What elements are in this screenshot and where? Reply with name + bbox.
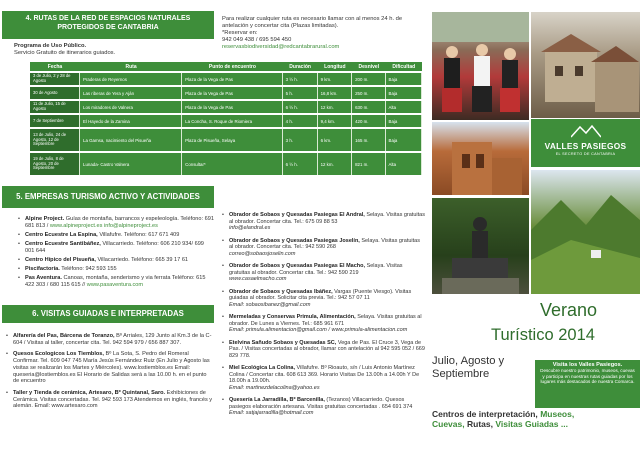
cell-difficulty: Alta — [386, 153, 422, 175]
visit-title: Visita los Valles Pasiegos. — [552, 362, 623, 368]
cell-route: Praderas de Reyernos — [80, 73, 182, 85]
cell-duration: 6 ½ h. — [283, 101, 318, 113]
cell-date: 7 de Septiembre — [30, 115, 80, 127]
cell-duration: 5 h. — [283, 87, 318, 99]
table-row — [30, 87, 422, 99]
producer-email[interactable]: www.casaelmacho.com — [229, 276, 287, 282]
centros-tagline: Centros de interpretación, Museos, Cuevas, Rutas, Visitas Guiadas ... — [432, 409, 575, 429]
cell-date: 30 de Agosto — [30, 87, 80, 99]
cell-difficulty: Baja — [386, 129, 422, 151]
cell-route: Lunada- Castro Valnera — [80, 153, 182, 175]
valley-illustration — [531, 170, 640, 294]
col-header: Ruta — [80, 62, 182, 71]
cell-duration: 6 ½ h. — [283, 153, 318, 175]
list-item: • Obrador de Sobaos y Quesadas Pasiegas El Andral, Selaya. Visitas gratuitas al obrador. Concertar cita. Tel.: 675 09 88 53 info@elandral.es — [222, 212, 425, 232]
col-header: Dificultad — [386, 62, 422, 71]
col-header: Desnivel — [352, 62, 385, 71]
cell-length: 6 km. — [318, 129, 353, 151]
cell-difficulty: Baja — [386, 73, 422, 85]
statue-illustration — [432, 198, 529, 294]
section-5-header: 5. EMPRESAS TURISMO ACTIVO Y ACTIVIDADES — [2, 186, 214, 208]
producer-email[interactable]: info@elandral.es — [229, 225, 271, 231]
producer-email[interactable]: Email: sobaosibanez@gmail.com — [229, 301, 311, 308]
table-row — [30, 73, 422, 85]
col-header: Punto de encuentro — [182, 62, 283, 71]
cell-elevation: 165 m. — [352, 129, 385, 151]
producer-email[interactable]: correo@sobaosjoselin.com — [229, 250, 296, 257]
col-header: Duración — [283, 62, 318, 71]
visit-box — [535, 360, 640, 408]
program-info — [14, 43, 214, 57]
table-row — [30, 101, 422, 113]
section-4-title-line2: PROTEGIDOS DE CANTABRIA — [57, 23, 159, 31]
routes-table — [30, 60, 422, 177]
valles-pasiegos-logo — [531, 119, 640, 167]
list-item: • Mermeladas y Conservas Primula, Alimentación, Selaya. Visitas gratuitas al obrador. De Lunes a Viernes. Tel.: 685 961 671 Email: primula.alimentacion@gmail.com / www.primula-alimentacion.com — [222, 314, 425, 334]
section-6-header: 6. VISITAS GUIADAS E INTERPRETADAS — [2, 305, 214, 323]
cell-difficulty: Alta — [386, 101, 422, 113]
list-item: • Quesería La Jarradilla, Bº Barcenilla, (Tezanos) Villacarriedo. Quesos pasiegos elaboración artesana. Visitas gratuitas concertadas . 654 691 374 Email: satjajarradilla@hotmail.com — [222, 397, 425, 417]
visits-list — [6, 333, 214, 413]
cell-length: 12 km. — [318, 101, 353, 113]
producer-email[interactable]: Email: primula.alimentacion@gmail.com / www.primula-alimentacion.com — [229, 327, 408, 333]
program-title: Programa de Uso Público. — [14, 43, 87, 49]
booking-email[interactable]: reservasbiodiversidad@redcantabrarural.com — [222, 44, 340, 50]
stone-village-photo — [531, 12, 640, 118]
logo-subtitle: EL SECRETO DE CANTABRIA — [555, 152, 616, 156]
table-row — [30, 129, 422, 151]
folk-dancers-photo — [432, 12, 529, 120]
logo-title: VALLES PASIEGOS — [544, 141, 627, 151]
table-row — [30, 115, 422, 127]
cell-elevation: 420 m. — [352, 115, 385, 127]
cell-elevation: 821 m. — [352, 153, 385, 175]
cell-length: 9 km. — [318, 73, 353, 85]
reserve-label: *Reservar en: — [222, 30, 258, 36]
cell-date: 13 de Julio, 24 de Agosto, 12 de Septiembre — [30, 129, 80, 151]
verano-title: Verano — [540, 300, 598, 320]
cell-elevation: 200 m. — [352, 73, 385, 85]
cell-route: Los miradores de Valnera — [80, 101, 182, 113]
program-subtitle: Servicio Gratuito de itinerarios guiados. — [14, 50, 116, 56]
cell-date: 3 de Julio, 2 y 28 de Agosto — [30, 73, 80, 85]
producers-list — [222, 212, 425, 419]
cell-meet: Plaza de Pisueña, Selaya — [182, 129, 283, 151]
cell-duration: 4 h. — [283, 115, 318, 127]
list-item: • Centro Hípico del Pisueña, Villacarriedo. Teléfono: 665 39 17 61 — [18, 257, 214, 264]
list-item: • Centro Ecuestre Santibáñez, Villacarriedo. Teléfono: 606 210 934/ 699 001 644 — [18, 241, 214, 254]
producer-email[interactable]: Email: martinezdelacolina@yahoo.es — [229, 384, 320, 391]
cell-duration: 3 ½ h. — [283, 73, 318, 85]
cell-length: 12 km. — [318, 153, 353, 175]
dancers-illustration — [432, 12, 529, 120]
mountain-icon — [571, 124, 601, 138]
col-header: Longitud — [318, 62, 353, 71]
table-row — [30, 153, 422, 175]
section-4-header — [2, 11, 214, 39]
booking-text: Para realizar cualquier ruta es necesario llamar con al menos 24 h. de antelación y concertar cita (Plazas limitadas). — [222, 16, 403, 29]
statue-photo — [432, 198, 529, 294]
list-item: • Etelvina Sañudo Sobaos y Quesadas SC, Vega de Pas. El Cruce 3, Vega de Pas. / Visitas concertadas al obrador, llamar con antelación al 942 595 052 / 669 829 778. — [222, 340, 425, 360]
cell-meet: Plaza de la Vega de Pas — [182, 101, 283, 113]
list-item: • Pas Aventura. Canoas, montaña, senderismo y via ferrata Teléfono: 615 422 303 / 680 115 615 // www.pasaventura.com — [18, 275, 214, 288]
section-4-title-line1: 4. RUTAS DE LA RED DE ESPACIOS NATURALES — [25, 15, 191, 22]
season-dates: Julio, Agosto y Septiembre — [432, 355, 505, 380]
company-link[interactable]: www.pasaventura.com — [86, 282, 144, 289]
church-photo — [432, 122, 529, 195]
cell-route: Las riberas de Yera y Aján — [80, 87, 182, 99]
cell-date: 19 de Julio, 8 de Agosto, 20 de Septiembre — [30, 153, 80, 175]
producer-email[interactable]: Email: satjajarradilla@hotmail.com — [229, 410, 314, 416]
cell-meet: La Concha, S. Roque de Riomiera — [182, 115, 283, 127]
cell-elevation: 630 m. — [352, 101, 385, 113]
cell-route: La Gamsa, nacimiento del Pisueña — [80, 129, 182, 151]
village-illustration — [531, 12, 640, 118]
cell-length: 16,8 km. — [318, 87, 353, 99]
church-illustration — [432, 122, 529, 195]
cell-difficulty: Baja — [386, 87, 422, 99]
cell-date: 11 de Julio, 15 de Agosto — [30, 101, 80, 113]
list-item: • Quesos Ecologicos Los Tiemblos, Bº La Sota, S. Pedro del Romeral Confirmar. Tel. 609 047 745 María Jesús Fernández Ruiz (En Julio y Agosto las visitas se realizarán los Martes y Miércoles). www.lostiemblos.es Email: queseria@lostiemblos.es El Horario de Salidas será a las 10.00 h. en el punto de encuentro — [6, 351, 214, 385]
list-item: • Alpine Project. Guías de montaña, barrancos y espeleología. Teléfono: 691 681 813 / www.alpineproject.es info@alpineproject.es — [18, 216, 214, 229]
cell-meet: Consultar* — [182, 153, 283, 175]
list-item: • Obrador de Sobaos y Quesadas Pasiegas Joselín, Selaya. Visitas gratuitas al obrador. Concertar cita. Tel.: 942 590 268 correo@sobaosjoselin.com — [222, 238, 425, 258]
list-item: • Taller y Tienda de cerámica, Artesaro, Bº Quintanal, Saro. Exhibiciones de Cerámica. Visitas concertadas. Tel. 942 593 173 Atendemos en inglés, francés y alemán. Email: www.artesaro.com — [6, 390, 214, 410]
companies-list — [18, 216, 214, 291]
booking-phones: 942 049 438 / 695 594 450 — [222, 37, 292, 43]
list-item: • Centro Ecuestre La Espina, Villafufre. Teléfono: 617 671 409 — [18, 232, 214, 239]
valley-photo — [531, 170, 640, 294]
routes-header-row — [30, 62, 422, 71]
company-link[interactable]: www.alpineproject.es info@alpineproject.es — [49, 222, 158, 229]
booking-info — [222, 16, 425, 51]
list-item: • Obrador de Sobaos y Quesadas Pasiegas El Macho, Selaya. Visitas gratuitas al obrador. Concertar cita. Tel.: 942 590 219 www.casaelmacho.com — [222, 263, 425, 283]
cell-meet: Plaza de la Vega de Pas — [182, 87, 283, 99]
cell-difficulty: Baja — [386, 115, 422, 127]
cell-route: El Hayedo de la Zamina — [80, 115, 182, 127]
visit-text: Descubre nuestro patrimonio, museos, cuevas y participa en nuestras rutas guiadas por los lugares más destacados de nuestra Comarca. — [540, 368, 635, 385]
list-item: • Alfarería del Pas, Bárcena de Toranzo, Bº Arriales, 129 Junto al Km.3 de la C-604 / Visitas al taller, concertar cita. Tel. 942 594 979 / 656 887 307. — [6, 333, 214, 346]
list-item: • Obrador de Sobaos y Quesadas Ibáñez, Vargas (Puente Viesgo). Visitas guiadas al obrador. Solicitar cita previa. Tel.: 942 57 07 11 Email: sobaosibanez@gmail.com — [222, 289, 425, 309]
col-header: Fecha — [30, 62, 80, 71]
list-item: • Miel Ecológica La Colina, Villafufre. Bº Rioauto, s/n / Luis Antonio Martínez Colina / Concertar cita. 608 613 369. Horario Visitas De 13.00h a 14.00h Y De 18.00h a 19.00h. Email: martinezdelacolina@yahoo.es — [222, 365, 425, 391]
cell-length: 9,4 km. — [318, 115, 353, 127]
cell-meet: Plaza de la Vega de Pas — [182, 73, 283, 85]
turistico-title: Turístico 2014 — [491, 326, 595, 344]
cell-duration: 3 h. — [283, 129, 318, 151]
list-item: • Piscifactoría. Teléfono: 942 593 155 — [18, 266, 214, 273]
cell-elevation: 250 m. — [352, 87, 385, 99]
